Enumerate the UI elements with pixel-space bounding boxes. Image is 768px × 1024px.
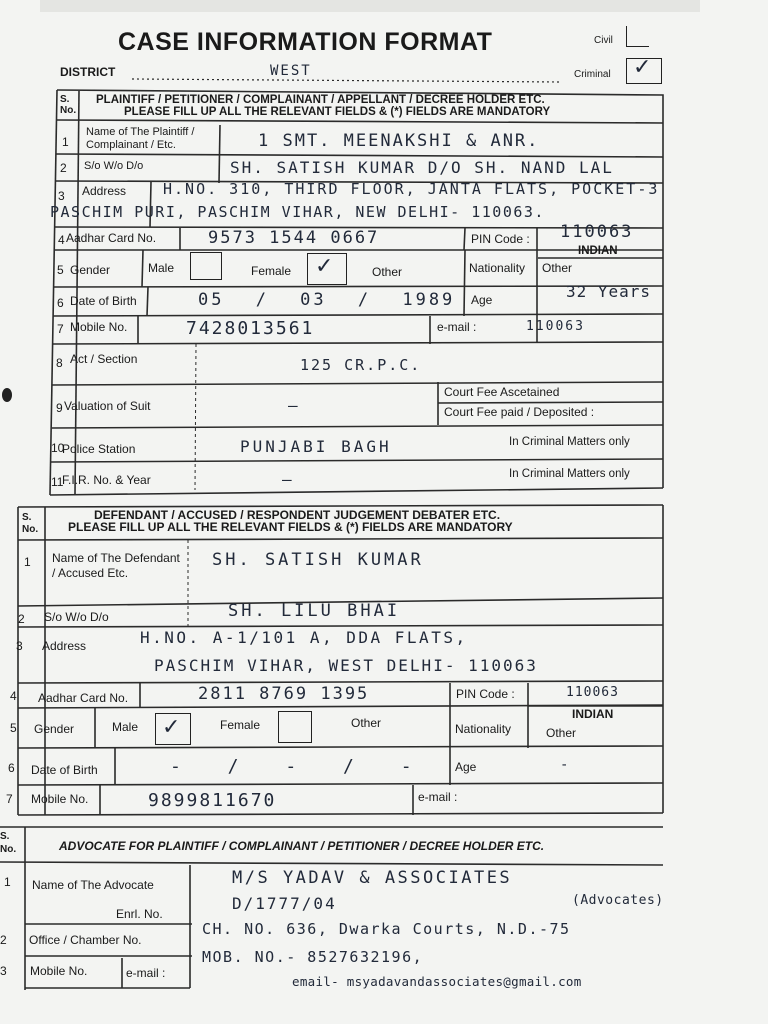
row-number: 2 [0,933,7,947]
row-number: 4 [10,689,17,703]
advocate-sno-label: S. No. [0,831,17,855]
row-number: 8 [56,356,63,370]
defendant-male-checkbox[interactable] [155,713,191,745]
plaintiff-name-label: Name of The Plaintiff / Complainant / Etc. [86,126,195,151]
advocate-name-label: Name of The Advocate [32,878,154,892]
check-mark-icon: ✓ [315,254,334,279]
row-number: 2 [60,161,67,175]
plaintiff-address-label: Address [82,184,127,198]
advocate-email-value: email- msyadavandassociates@gmail.com [292,974,582,989]
plaintiff-aadhar-label: Aadhar Card No. [66,231,157,245]
defendant-age-label: Age [455,760,477,774]
plaintiff-pin-label: PIN Code : [471,232,530,246]
defendant-name-value: SH. SATISH KUMAR [212,550,424,570]
plaintiff-female-checkbox[interactable] [307,253,347,285]
plaintiff-dob-value: 05 / 03 / 1989 [198,290,456,310]
row-number: 1 [62,135,69,149]
defendant-gender-label: Gender [34,722,75,736]
plaintiff-nationality-value: INDIAN [578,245,618,257]
criminal-only-note-2: In Criminal Matters only [509,468,630,480]
defendant-male-label: Male [112,720,139,734]
plaintiff-act-value: 125 CR.P.C. [300,356,422,374]
defendant-sno-label: S. No. [22,512,39,535]
plaintiff-police-label: Police Station [62,442,136,456]
defendant-heading: DEFENDANT / ACCUSED / RESPONDENT JUDGEMENT DEBATER ETC. [94,508,501,522]
criminal-only-note-1: In Criminal Matters only [509,436,630,448]
criminal-label: Criminal [574,69,611,80]
defendant-dob-label: Date of Birth [31,763,98,777]
defendant-age-value: - [560,757,571,773]
plaintiff-dob-label: Date of Birth [70,294,137,308]
defendant-pin-label: PIN Code : [456,687,515,701]
defendant-dob-value: - / - / - [170,756,414,777]
plaintiff-mandatory-note: PLEASE FILL UP ALL THE RELEVANT FIELDS & (*) FIELDS ARE MANDATORY [124,106,551,118]
row-number: 5 [57,263,64,277]
defendant-mandatory-note: PLEASE FILL UP ALL THE RELEVANT FIELDS & (*) FIELDS ARE MANDATORY [68,520,513,534]
plaintiff-fir-value: — [282,470,294,489]
defendant-email-label: e-mail : [418,790,458,804]
row-number: 2 [18,612,25,626]
plaintiff-male-label: Male [148,261,175,275]
defendant-other-label: Other [351,716,382,730]
district-value: WEST [270,63,312,79]
check-mark-icon: ✓ [162,715,181,740]
row-number: 9 [56,401,63,415]
plaintiff-aadhar-value: 9573 1544 0667 [208,228,380,248]
advocate-email-label: e-mail : [126,966,166,980]
row-number: 3 [16,639,23,653]
plaintiff-female-label: Female [251,264,292,278]
defendant-mobile-value: 9899811670 [148,790,277,811]
defendant-address-label: Address [42,639,87,653]
plaintiff-pin-value: 110063 [560,222,634,242]
plaintiff-act-label: Act / Section [70,352,138,366]
plaintiff-mobile-value: 7428013561 [186,318,315,339]
advocate-enrl-value: D/1777/04 [232,894,337,913]
advocate-mobile-label: Mobile No. [30,964,88,978]
plaintiff-valuation-value: — [288,396,300,415]
defendant-so-label: S/o W/o D/o [44,610,109,624]
plaintiff-email-value: 110063 [526,319,585,334]
plaintiff-so-value: SH. SATISH KUMAR D/O SH. NAND LAL [230,158,614,177]
row-number: 11 [51,475,64,489]
plaintiff-fir-label: F.I.R. No. & Year [62,473,151,487]
defendant-so-value: SH. LILU BHAI [228,601,401,621]
row-number: 3 [58,189,65,203]
row-number: 7 [57,322,64,336]
plaintiff-nationality-label: Nationality [469,261,526,275]
advocate-office-label: Office / Chamber No. [29,933,142,947]
defendant-address-line1: H.NO. A-1/101 A, DDA FLATS, [140,628,468,647]
page-title: CASE INFORMATION FORMAT [118,28,493,56]
row-number: 6 [57,296,64,310]
row-number: 3 [0,964,7,978]
defendant-nationality-other: Other [546,726,577,740]
defendant-nationality-value: INDIAN [572,707,614,721]
plaintiff-heading: PLAINTIFF / PETITIONER / COMPLAINANT / APPELLANT / DECREE HOLDER ETC. [96,94,545,106]
plaintiff-nationality-other: Other [542,261,573,275]
defendant-address-line2: PASCHIM VIHAR, WEST DELHI- 110063 [154,656,538,675]
advocate-office-value: CH. NO. 636, Dwarka Courts, N.D.-75 [202,920,571,938]
plaintiff-age-value: 32 Years [566,282,652,301]
advocate-name-value: M/S YADAV & ASSOCIATES [232,868,513,888]
row-number: 6 [8,761,15,775]
defendant-aadhar-label: Aadhar Card No. [38,691,129,705]
row-number: 5 [10,721,17,735]
plaintiff-address-line1: H.NO. 310, THIRD FLOOR, JANTA FLATS, POCKET-3 [163,180,660,198]
row-number: 1 [24,555,31,569]
plaintiff-gender-label: Gender [70,263,111,277]
check-mark-icon: ✓ [633,55,652,80]
plaintiff-address-line2: PASCHIM PURI, PASCHIM VIHAR, NEW DELHI- 110063. [50,203,545,221]
plaintiff-other-label: Other [372,265,403,279]
defendant-name-label: Name of The Defendant / Accused Etc. [52,551,180,580]
advocate-name-sub: (Advocates) [572,893,664,908]
row-number: 1 [4,875,11,889]
advocate-mobile-value: MOB. NO.- 8527632196, [202,948,424,966]
plaintiff-police-value: PUNJABI BAGH [240,437,392,456]
row-number: 10 [51,441,65,455]
court-fee-paid-label: Court Fee paid / Deposited : [444,405,595,419]
advocate-heading: ADVOCATE FOR PLAINTIFF / COMPLAINANT / PETITIONER / DECREE HOLDER ETC. [59,839,545,853]
defendant-female-checkbox[interactable] [278,711,312,743]
civil-label: Civil [594,35,613,46]
plaintiff-so-label: S/o W/o D/o [84,160,144,172]
court-fee-ascertained-label: Court Fee Ascetained [444,385,560,399]
row-number: 4 [58,233,65,247]
plaintiff-name-value: 1 SMT. MEENAKSHI & ANR. [258,131,540,151]
defendant-mobile-label: Mobile No. [31,792,89,806]
plaintiff-male-checkbox[interactable] [190,252,222,280]
plaintiff-valuation-label: Valuation of Suit [64,399,151,413]
defendant-female-label: Female [220,718,261,732]
plaintiff-email-label: e-mail : [437,320,477,334]
plaintiff-age-label: Age [471,293,493,307]
defendant-nationality-label: Nationality [455,722,512,736]
civil-checkbox[interactable] [626,26,649,47]
advocate-enrl-label: Enrl. No. [116,907,163,921]
plaintiff-mobile-label: Mobile No. [70,320,128,334]
plaintiff-sno-label: S. No. [60,94,77,116]
criminal-checkbox[interactable] [626,55,662,84]
defendant-aadhar-value: 2811 8769 1395 [198,684,370,704]
row-number: 7 [6,792,13,806]
defendant-pin-value: 110063 [566,685,619,700]
punch-hole [2,388,12,402]
district-label: DISTRICT [60,65,116,79]
